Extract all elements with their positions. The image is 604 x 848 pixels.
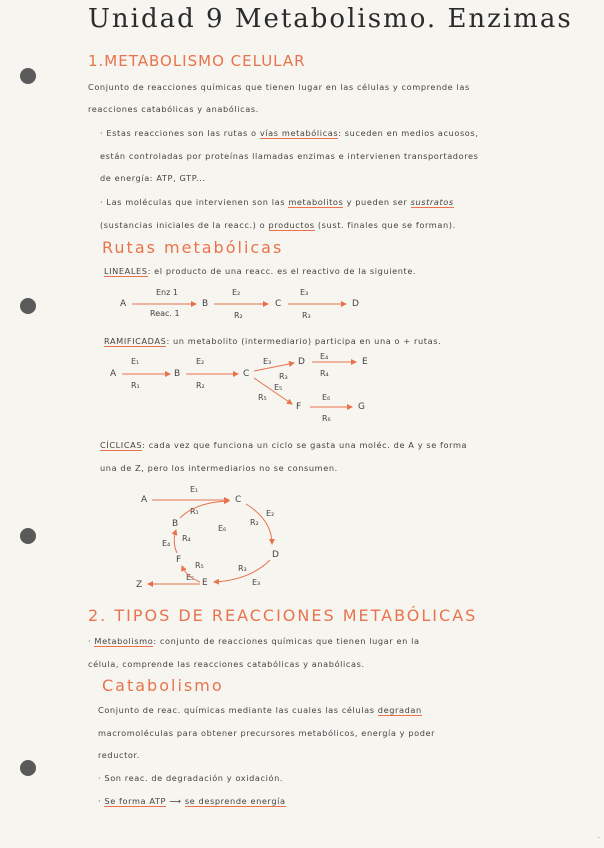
bullet1-line2: están controladas por proteínas llamadas enzimas e intervienen transportadores: [100, 151, 479, 161]
br-e6: E₆: [322, 393, 331, 402]
section2-heading: 2. TIPOS DE REACCIONES METABÓLICAS: [88, 606, 478, 625]
br-r5: R₅: [258, 393, 267, 402]
catab-bullet1: · Son reac. de degradación y oxidación.: [98, 773, 284, 783]
section1-heading: 1.METABOLISMO CELULAR: [88, 52, 306, 70]
text: : el producto de una reacc. es el reactivo de la siguiente.: [147, 266, 417, 276]
catab-line2: macromoléculas para obtener precursores metabólicos, energía y poder: [98, 728, 436, 738]
lineales-label: LINEALES: [104, 266, 148, 276]
br-r3: R₃: [279, 372, 288, 381]
rutas-heading: Rutas metabólicas: [102, 238, 284, 257]
br-node-c: C: [243, 369, 250, 379]
lin-reac-1: Reac. 1: [150, 309, 180, 318]
br-r6: R₆: [322, 414, 331, 423]
cy-arrow-de: [214, 560, 270, 582]
se-forma-atp-term: Se forma ATP: [104, 796, 167, 806]
text: (sustancias iniciales de la reacc.) o: [100, 220, 269, 230]
cy-arrow-cd: [246, 504, 275, 544]
cy-node-z: Z: [136, 580, 143, 590]
page-title: Unidad 9 Metabolismo. Enzimas: [88, 4, 573, 34]
lin-node-b: B: [202, 299, 209, 309]
cy-node-f: F: [176, 555, 182, 565]
br-r2: R₂: [196, 381, 205, 390]
lin-enz-2: E₂: [232, 288, 241, 297]
br-arrow-cd: [254, 363, 294, 371]
br-e2: E₂: [196, 357, 205, 366]
br-arrow-cf: [254, 378, 292, 404]
cy-e4: E₄: [162, 539, 171, 548]
cy-e2: E₂: [266, 509, 275, 518]
cy-r3: R₃: [238, 564, 247, 573]
br-e1: E₁: [131, 357, 140, 366]
cy-r4: R₄: [182, 534, 191, 543]
text: · Las moléculas que intervienen son las: [100, 197, 289, 207]
text: (sust. finales que se forman).: [314, 220, 456, 230]
br-node-f: F: [296, 402, 302, 412]
lin-reac-2: R₂: [234, 311, 243, 320]
text: ·: [98, 796, 105, 806]
br-e5: E₅: [274, 383, 283, 392]
text: : suceden en medios acuosos,: [338, 128, 479, 138]
cy-node-d: D: [272, 550, 279, 560]
text: · Estas reacciones son las rutas o: [100, 128, 260, 138]
lin-node-d: D: [352, 299, 359, 309]
page-corner-mark: ·: [597, 834, 600, 842]
lin-node-a: A: [120, 299, 127, 309]
cy-e6: E₆: [218, 524, 227, 533]
catabolismo-heading: Catabolismo: [102, 676, 224, 695]
cy-r5: R₅: [195, 561, 204, 570]
text: : cada vez que funciona un ciclo se gasta una moléc. de A y se forma: [142, 440, 468, 450]
productos-term: productos: [268, 220, 315, 230]
lin-node-c: C: [275, 299, 282, 309]
cy-r1: R₁: [190, 507, 199, 516]
lin-reac-3: R₃: [302, 311, 311, 320]
degradan-term: degradan: [377, 705, 422, 715]
cy-arrow-fb: [174, 530, 177, 553]
cy-node-b: B: [172, 519, 179, 529]
cy-node-e: E: [202, 578, 208, 588]
metabolismo-term: Metabolismo: [94, 636, 154, 646]
text: Conjunto de reac. químicas mediante las cuales las células: [98, 705, 378, 715]
ciclicas-line2: una de Z, pero los intermediarios no se consumen.: [100, 463, 338, 473]
arrow-text: ⟶: [166, 796, 185, 806]
ramificadas-label: RAMIFICADAS: [104, 336, 167, 346]
lin-enz-1: Enz 1: [156, 288, 178, 297]
text: ·: [88, 636, 95, 646]
cy-e5: E₅: [186, 573, 195, 582]
br-node-a: A: [110, 369, 117, 379]
br-node-b: B: [174, 369, 181, 379]
intro-line-2: reacciones catabólicas y anabólicas.: [88, 104, 259, 114]
catab-line3: reductor.: [98, 750, 140, 760]
s2-line2: célula, comprende las reacciones catabólicas y anabólicas.: [88, 659, 365, 669]
text: : conjunto de reacciones químicas que tienen lugar en la: [153, 636, 420, 646]
br-r1: R₁: [131, 381, 140, 390]
ciclicas-label: CÍCLICAS: [100, 440, 143, 450]
energia-term: se desprende energía: [184, 796, 286, 806]
bullet1-line3: de energía: ATP, GTP...: [100, 173, 206, 183]
sustratos-term: sustratos: [410, 197, 454, 207]
br-node-g: G: [358, 402, 365, 412]
cy-r2: R₂: [250, 518, 259, 527]
cy-e1: E₁: [190, 485, 199, 494]
br-node-e: E: [362, 357, 368, 367]
metabolitos-term: metabolitos: [288, 197, 344, 207]
intro-line-1: Conjunto de reacciones químicas que tienen lugar en las células y comprende las: [88, 82, 470, 92]
br-node-d: D: [298, 357, 305, 367]
cy-arrow-ef: [182, 566, 200, 582]
cy-node-a: A: [141, 495, 148, 505]
br-e4: E₄: [320, 352, 329, 361]
vias-metabolicas-term: vías metabólicas: [259, 128, 339, 138]
lin-enz-3: E₃: [300, 288, 309, 297]
br-e3: E₃: [263, 357, 272, 366]
br-r4: R₄: [320, 369, 329, 378]
cy-e3: E₃: [252, 578, 261, 587]
cy-node-c: C: [235, 495, 242, 505]
text: y pueden ser: [343, 197, 411, 207]
text: : un metabolito (intermediario) participa en una o + rutas.: [166, 336, 442, 346]
cy-arrow-bc: [180, 501, 229, 518]
